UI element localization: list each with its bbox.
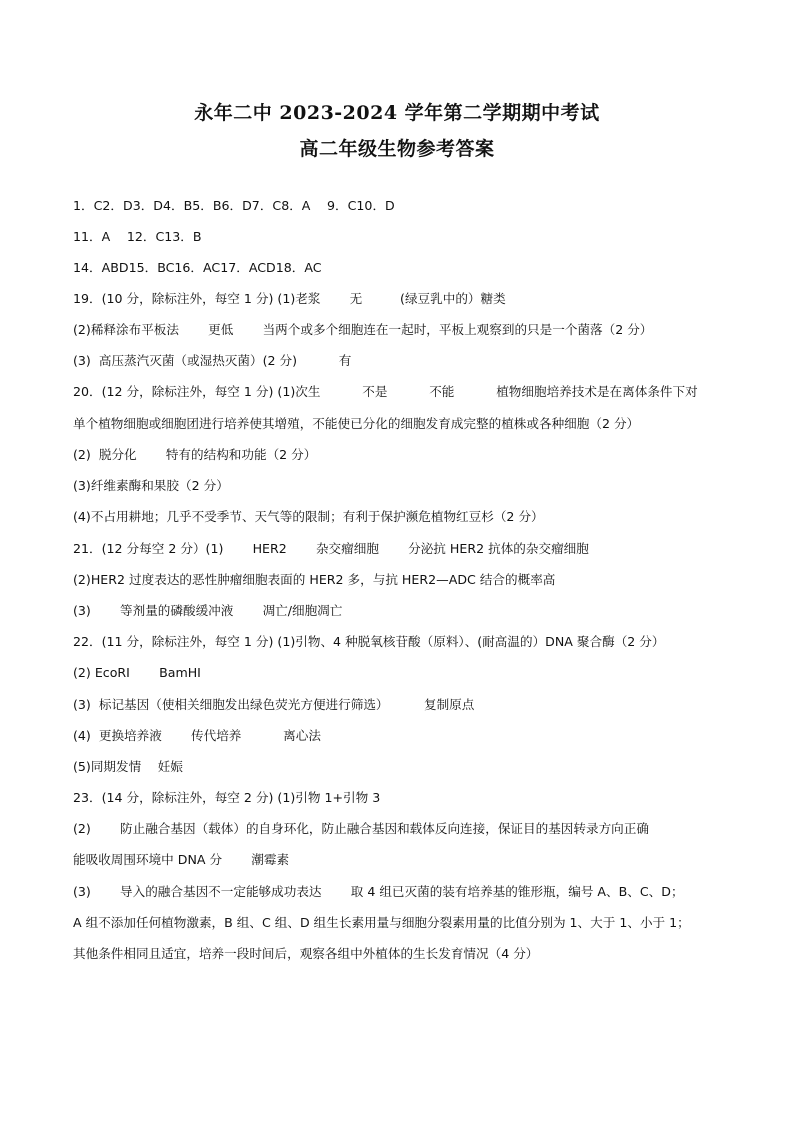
answer-line-12: 21．(12 分每空 2 分）(1) HER2 杂交瘤细胞 分泌抗 HER2 抗体的杂交瘤细胞	[73, 541, 589, 556]
answer-line-4: 19．(10 分，除标注外，每空 1 分) (1)老浆 无 (绿豆乳中的）糖类	[73, 291, 506, 306]
answer-line-7: 20．(12 分，除标注外，每空 1 分) (1)次生 不是 不能 植物细胞培养技术是在离体条件下对	[73, 384, 698, 399]
answer-line-3: 14．ABD15．BC16．AC17．ACD18．AC	[73, 260, 322, 275]
answer-line-23: (3) 导入的融合基因不一定能够成功表达 取 4 组已灭菌的装有培养基的锥形瓶，编号 A、B、C、D；	[73, 884, 684, 899]
answer-line-19: (5)同期发情 妊娠	[73, 759, 183, 774]
answer-line-17: (3) 标记基因（使相关细胞发出绿色荧光方便进行筛选） 复制原点	[73, 697, 475, 712]
answer-line-14: (3) 等剂量的磷酸缓冲液 凋亡/细胞凋亡	[73, 603, 343, 618]
answer-line-20: 23．(14 分，除标注外，每空 2 分) (1)引物 1+引物 3	[73, 790, 381, 805]
answer-line-6: (3) 高压蒸汽灭菌（或湿热灭菌）(2 分) 有	[73, 353, 352, 368]
answer-line-15: 22．(11 分，除标注外，每空 1 分) (1)引物、4 种脱氧核苷酸（原料）、(耐高温的）DNA 聚合酶（2 分）	[73, 634, 665, 649]
answer-line-21: (2) 防止融合基因（载体）的自身环化，防止融合基因和载体反向连接，保证目的基因转录方向正确	[73, 821, 649, 836]
answer-line-2: 11．A 12．C13．B	[73, 229, 202, 244]
answer-line-8: 单个植物细胞或细胞团进行培养使其增殖，不能使已分化的细胞发育成完整的植株或各种细胞（2 分）	[73, 416, 640, 431]
answer-line-10: (3)纤维素酶和果胶（2 分）	[73, 478, 229, 493]
answer-line-5: (2)稀释涂布平板法 更低 当两个或多个细胞连在一起时，平板上观察到的只是一个菌落（2 分）	[73, 322, 653, 337]
answer-line-9: (2) 脱分化 特有的结构和功能（2 分）	[73, 447, 317, 462]
answer-line-11: (4)不占用耕地；几乎不受季节、天气等的限制；有利于保护濒危植物红豆杉（2 分）	[73, 509, 544, 524]
answer-line-16: (2) EcoRⅠ BamHⅠ	[73, 665, 201, 680]
page-subtitle: 高二年级生物参考答案	[299, 138, 495, 160]
answer-line-1: 1．C2．D3．D4．B5．B6．D7．C8．A 9．C10．D	[73, 198, 395, 213]
page-title: 永年二中 2023-2024 学年第二学期期中考试	[194, 102, 600, 124]
answer-line-18: (4) 更换培养液 传代培养 离心法	[73, 728, 321, 743]
answer-line-13: (2)HER2 过度表达的恶性肿瘤细胞表面的 HER2 多，与抗 HER2—ADC 结合的概率高	[73, 572, 556, 587]
answer-line-22: 能吸收周围环境中 DNA 分 潮霉素	[73, 852, 290, 867]
answer-line-25: 其他条件相同且适宜，培养一段时间后，观察各组中外植体的生长发育情况（4 分）	[73, 946, 539, 961]
answer-line-24: A 组不添加任何植物激素，B 组、C 组、D 组生长素用量与细胞分裂素用量的比值分别为 1、大于 1、小于 1；	[73, 915, 690, 930]
